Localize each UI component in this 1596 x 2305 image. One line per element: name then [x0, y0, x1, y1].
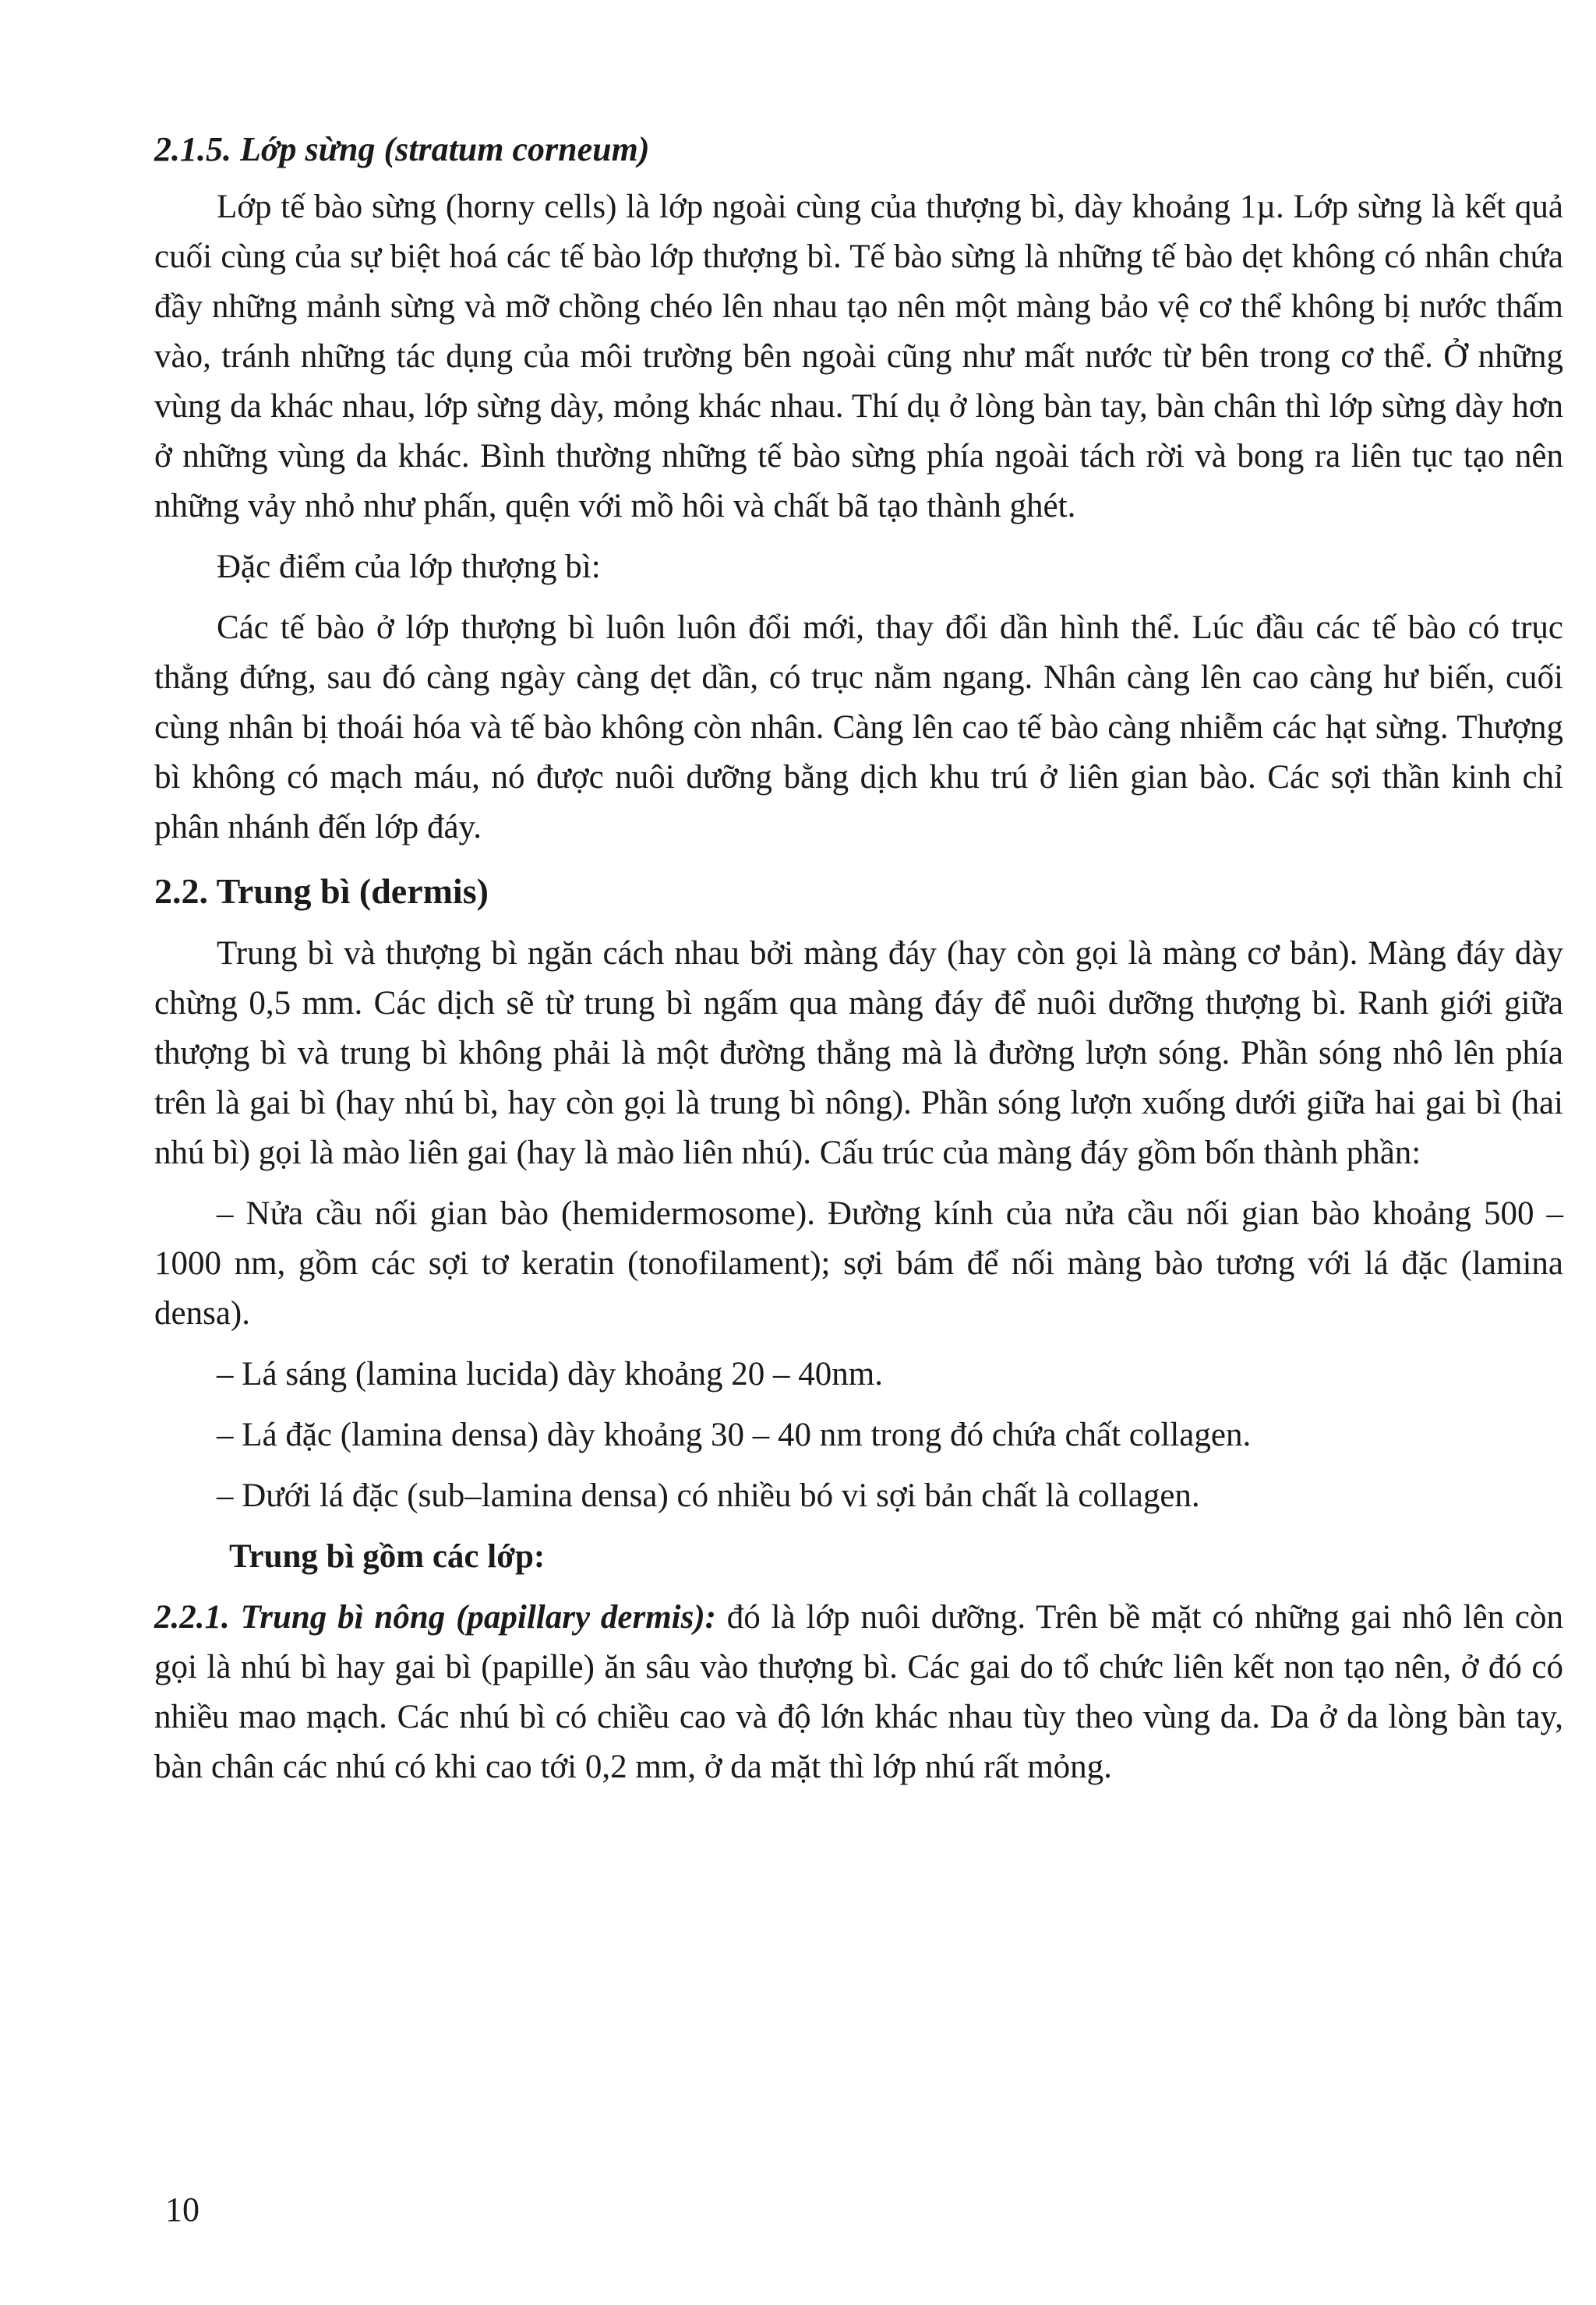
section-heading-2-2-1: 2.2.1. Trung bì nông (papillary dermis):: [154, 1599, 716, 1636]
section-heading-2-1-5: 2.1.5. Lớp sừng (stratum corneum): [154, 130, 650, 168]
papillary-dermis-text: đó là lớp nuôi dưỡng. Trên bề mặt có những gai nhô lên còn gọi là nhú bì hay gai bì (papille) ăn sâu vào thượng bì. Các gai do tổ chức liên kết non tạo nên, ở đó có nhiều mao mạch. Các nhú bì có chiều cao và độ lớn khác nhau tùy theo vùng da. Da ở da lòng bàn tay, bàn chân các nhú có khi cao tới 0,2 mm, ở da mặt thì lớp nhú rất mỏng.: [154, 1599, 1563, 1785]
dermis-layers-heading: Trung bì gồm các lớp:: [229, 1538, 546, 1575]
bullet-lamina-lucida: – Lá sáng (lamina lucida) dày khoảng 20 – 40nm.: [217, 1356, 884, 1393]
bullet-lamina-densa: – Lá đặc (lamina densa) dày khoảng 30 – 40 nm trong đó chứa chất collagen.: [217, 1417, 1252, 1453]
bullet-hemidesmosome: – Nửa cầu nối gian bào (hemidermosome). Đường kính của nửa cầu nối gian bào khoảng 500 – 1000 nm, gồm các sợi tơ keratin (tonofilament); sợi bám để nối màng bào tương với lá đặc (lamina densa).: [154, 1195, 1563, 1332]
paragraph-papillary-dermis: [154, 1593, 1563, 1792]
page-content: [154, 125, 1563, 1792]
bullet-sub-lamina-densa: – Dưới lá đặc (sub–lamina densa) có nhiều bó vi sợi bản chất là collagen.: [217, 1477, 1200, 1514]
paragraph-dermis-intro: Trung bì và thượng bì ngăn cách nhau bởi màng đáy (hay còn gọi là màng cơ bản). Màng đáy dày chừng 0,5 mm. Các dịch sẽ từ trung bì ngấm qua màng đáy để nuôi dưỡng thượng bì. Ranh giới giữa thượng bì và trung bì không phải là một đường thẳng mà là đường lượn sóng. Phần sóng nhô lên phía trên là gai bì (hay nhú bì, hay còn gọi là trung bì nông). Phần sóng lượn xuống dưới giữa hai gai bì (hai nhú bì) gọi là mào liên gai (hay là mào liên nhú). Cấu trúc của màng đáy gồm bốn thành phần:: [154, 935, 1563, 1171]
paragraph-epidermis-features-label: Đặc điểm của lớp thượng bì:: [217, 549, 601, 585]
paragraph-epidermis-features: Các tế bào ở lớp thượng bì luôn luôn đổi mới, thay đổi dần hình thể. Lúc đầu các tế bào có trục thẳng đứng, sau đó càng ngày càng dẹt dần, có trục nằm ngang. Nhân càng lên cao càng hư biến, cuối cùng nhân bị thoái hóa và tế bào không còn nhân. Càng lên cao tế bào càng nhiễm các hạt sừng. Thượng bì không có mạch máu, nó được nuôi dưỡng bằng dịch khu trú ở liên gian bào. Các sợi thần kinh chỉ phân nhánh đến lớp đáy.: [154, 609, 1563, 845]
paragraph-horny-layer: Lớp tế bào sừng (horny cells) là lớp ngoài cùng của thượng bì, dày khoảng 1µ. Lớp sừng là kết quả cuối cùng của sự biệt hoá các tế bào lớp thượng bì. Tế bào sừng là những tế bào dẹt không có nhân chứa đầy những mảnh sừng và mỡ chồng chéo lên nhau tạo nên một màng bảo vệ cơ thể không bị nước thấm vào, tránh những tác dụng của môi trường bên ngoài cũng như mất nước từ bên trong cơ thể. Ở những vùng da khác nhau, lớp sừng dày, mỏng khác nhau. Thí dụ ở lòng bàn tay, bàn chân thì lớp sừng dày hơn ở những vùng da khác. Bình thường những tế bào sừng phía ngoài tách rời và bong ra liên tục tạo nên những vảy nhỏ như phấn, quện với mồ hôi và chất bã tạo thành ghét.: [154, 189, 1563, 524]
section-heading-2-2: 2.2. Trung bì (dermis): [154, 871, 489, 911]
page-number: 10: [165, 2190, 200, 2229]
